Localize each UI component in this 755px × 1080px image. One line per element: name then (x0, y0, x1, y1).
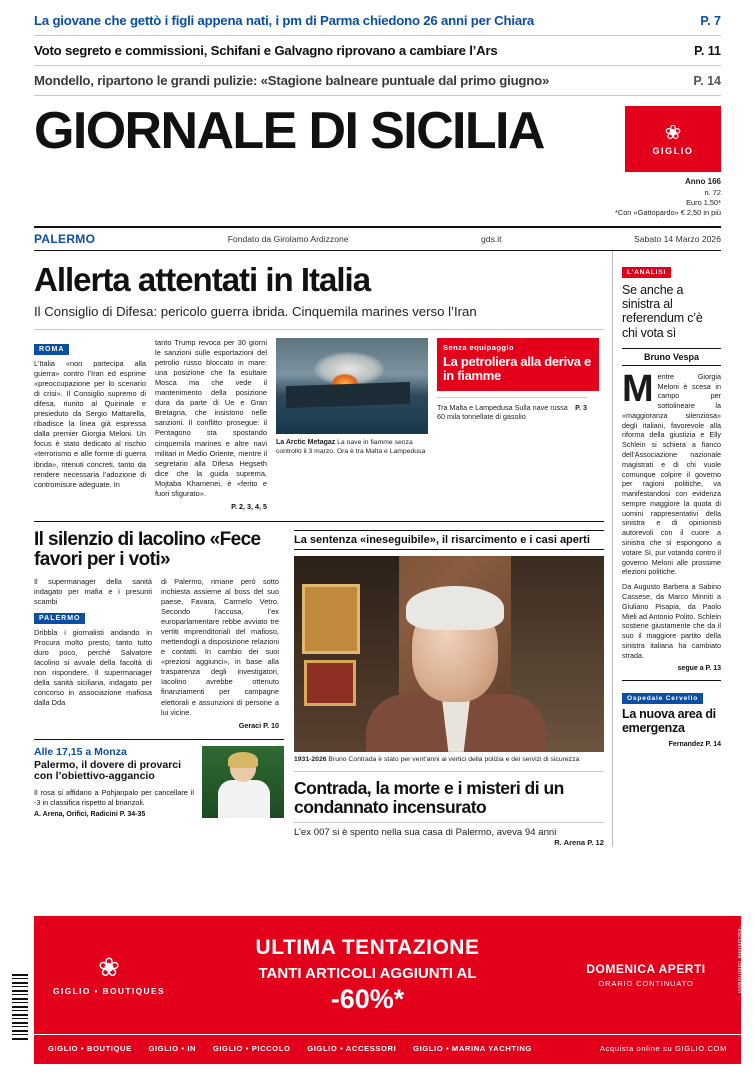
ad-right (551, 962, 741, 988)
rail-author: Bruno Vespa (622, 348, 721, 366)
lead-headline[interactable]: Allerta attentati in Italia (34, 260, 371, 298)
ad-line-2: TANTI ARTICOLI AGGIUNTI AL (258, 964, 477, 982)
contrada-years: 1931-2026 (294, 755, 327, 763)
sport-byline: A. Arena, Orifici, Radicini P. 34-35 (34, 810, 146, 818)
teaser-text: Mondello, ripartono le grandi pulizie: «Stagione balneare puntuale dal primo giugno» (34, 73, 550, 88)
rail-body (622, 367, 721, 661)
rail-headline[interactable]: Se anche a sinistra al referendum c’è chi vota sì (622, 282, 703, 340)
barcode (12, 974, 28, 1040)
content-grid (34, 251, 721, 847)
teaser-page: P. 11 (694, 44, 721, 58)
redbox-block (437, 338, 599, 511)
player-body-shape (218, 780, 270, 818)
sport-kicker: Alle 17,15 a Monza (34, 745, 127, 758)
photo-caption-title: La Arctic Metagaz (276, 438, 336, 446)
lead-page-refs: P. 2, 3, 4, 5 (231, 501, 267, 511)
photo-caption (276, 438, 428, 457)
redbox-sub-text: Tra Malta e Lampedusa Sulla nave russa 60 mila tonnellate di gasolio (437, 402, 568, 422)
section-divider (34, 521, 604, 522)
sport-body: Il rosa si affidano a Pohjanpalo per cancellare il -3 in classifica rispetto al brianzoli. (34, 788, 194, 807)
photo-picture-frame-2 (304, 660, 356, 706)
contrada-caption-text: Bruno Contrada è stato per vent’anni ai vertici della polizia e dei servizi di sicurezza (328, 755, 580, 763)
iacolino-article (34, 530, 284, 847)
giglio-flower-icon: ❀ (664, 121, 682, 144)
ad-shop-online[interactable]: Acquista online su GIGLIO.COM (599, 1043, 727, 1053)
hull-shape (286, 382, 410, 408)
bottom-advertisement[interactable] (34, 916, 741, 1064)
contrada-photo-caption (294, 752, 604, 772)
ad-brand: GIGLIO • ACCESSORI (307, 1043, 397, 1053)
lead-column-1 (34, 338, 146, 511)
founder-note: Fondato da Girolamo Ardizzone (227, 233, 349, 244)
ad-logo (34, 954, 184, 996)
iacolino-headline[interactable]: Il silenzio di Iacolino «Fece favori per i voti» (34, 528, 261, 570)
contrada-banner: La sentenza «ineseguibile», il risarcimento e i casi aperti (294, 530, 604, 550)
ad-center (184, 936, 551, 1015)
right-rail (612, 251, 721, 847)
masthead-right (615, 106, 721, 218)
ad-hours: ORARIO CONTINUATO (598, 979, 694, 988)
teaser-strip (0, 0, 755, 96)
section-two (34, 530, 604, 847)
rail-paragraph-2: Da Augusto Barbera a Sabino Cassese, da Marco Minniti a Giuliano Pisapia, da Paolo Mieli ad Antonio Polito. Schlein sostiene giustamente che da il suo il maggiore partito della sinistra italiana ha cambiato strada. (622, 582, 721, 660)
lead-body-2: tanto Trump revoca per 30 giorni le sanzioni sulle esportazioni del petrolio russo bloccato in mare: una posizione che fa esultare Mosca ma che vede il mantenimento della posizione dura da parte di Ue e Gran Bretagna, che insistono nelle sanzioni. Il conflitto prosegue: il Pentagono sta spostando cinquemila marines e altre navi militari in Medio Oriente, mentre il segretario alla Difesa Hegseth dice che la guida suprema, Mojtaba Khamenei, è «ferito e fuori sfigurato». (155, 337, 267, 498)
ad-discount: -60%* (330, 983, 405, 1014)
redbox-kicker: Senza equipaggio (443, 342, 514, 352)
giglio-flower-icon: ❀ (98, 952, 120, 982)
sponsor-label: GIGLIO (652, 145, 694, 156)
issue-price: Euro 1,50* (686, 197, 721, 207)
iacolino-col-2 (161, 577, 279, 730)
website-url[interactable]: gds.it (481, 233, 502, 244)
redbox-page: P. 3 (575, 402, 587, 412)
sport-headline[interactable]: Palermo, il dovere di provarci con l’obiettivo-aggancio (34, 758, 182, 783)
rail-kicker: L’ANALISI (622, 267, 671, 278)
ad-brand-strip (34, 1034, 741, 1061)
ad-brand-list (48, 1044, 546, 1053)
masthead (0, 96, 755, 218)
burning-tanker-photo (276, 338, 428, 434)
ad-content (34, 916, 741, 1034)
redbox-title: La petroliera alla deriva e in fiamme (443, 353, 591, 384)
rail-headline-2[interactable]: La nuova area di emergenza (622, 707, 716, 736)
ad-line-1: ULTIMA TENTAZIONE (255, 935, 480, 959)
issue-info (615, 177, 721, 218)
rail-byline-2: Fernandez P. 14 (668, 740, 721, 748)
iacolino-byline: Geraci P. 10 (238, 720, 279, 730)
lead-article (34, 338, 604, 511)
redbox-sub (437, 397, 587, 422)
teaser-item[interactable] (34, 66, 721, 96)
iacolino-body-2: di Palermo, rimane però sotto inchiesta assieme al boss del suo paese, Favara, Carmelo Vetro. Secondo l’accusa, l’ex europarlamentare rebbe avviato tre vertiti imprenditoriali del mafioso, mettendogli a disposizione relazioni e contatti. In cambio dei suoi «preziosi aggiunci», in base alla trasparenza degli investigatori, Iacolino avrebbe ottenuto finanziamenti per campagne elettorali e assunzioni di persone a lui vicine. (161, 576, 279, 717)
rail-dropcap: M (622, 367, 654, 410)
ad-logo-label: GIGLIO • BOUTIQUES (53, 986, 165, 996)
contrada-photo (294, 556, 604, 752)
contrada-deck: L’ex 007 si è spento nella sua casa di Palermo, aveva 94 anni (294, 826, 557, 838)
teaser-page: P. 14 (693, 74, 721, 88)
issue-date: Sabato 14 Marzo 2026 (634, 233, 721, 244)
iacolino-deck: Il supermanager della sanità indagato per mafia e i presunti scambi (34, 576, 152, 606)
subject-hair-shape (406, 586, 504, 630)
ad-brand: GIGLIO • MARINA YACHTING (413, 1043, 532, 1053)
ad-brand: GIGLIO • IN (148, 1043, 197, 1053)
iacolino-columns (34, 577, 284, 730)
contrada-article (294, 530, 604, 847)
ad-brand: GIGLIO • PICCOLO (212, 1043, 291, 1053)
contrada-byline: R. Arena P. 12 (554, 837, 604, 847)
issue-number: n. 72 (704, 187, 721, 197)
lead-body-1: L’Italia «non partecipa alla guerra» contro l’Iran ed esprime «preoccupazione per lo scenario di crisi». Il Consiglio supremo di difesa, riunito al Quirinale e presieduto da Sergio Mattarella, ribadisce la linea già espressa dalla premier Giorgia Meloni. Un focus è stato dedicato al rischio «terrorismo e alle forme di guerra ibrida», ritenuti concreti, tanto da rendere necessaria l’adozione di contromisure adeguate. In (34, 358, 146, 489)
issue-year: Anno 166 (684, 177, 721, 186)
iacolino-col-1 (34, 577, 152, 730)
ship-photo-block (276, 338, 428, 511)
footballer-photo (202, 746, 284, 818)
rail-paragraph-1: entre Giorgia Meloni è scesa in campo per sottolineare la «maggioranza silenziosa» degli italiani, favorevole alla riforma della giustizia e Elly Schlein si schiera a fianco dell’Associazione nazionale magistrati e di chi vuole comunque colpire il governo per ragioni politiche, va manifestandosi con evidenza sempre maggiore la quota di uomini rappresentativi della sinistra e di opinionisti autorevoli con il cuore a sinistra che si espongono a votare Sì, pur votando contro il governo Meloni alle prossime elezioni politiche. (622, 371, 721, 577)
photo-caption-text: La nave in fiamme senza controllo il 3 marzo. Ora è tra Malta e Lampedusa (276, 438, 426, 455)
iacolino-kicker: PALERMO (34, 613, 85, 624)
iacolino-body-1: Dribbla i giornalisti andando in Procura molto presto, tanto tutto duro poco, perché Salvatore Iacolino si avvale della facoltà di non rispondere. Il supermanager della sanità siciliana, indagato per concorso in associazione mafiosa dalla Dda (34, 627, 152, 708)
redbox[interactable] (437, 338, 599, 391)
lead-column-2 (155, 338, 267, 511)
teaser-item[interactable] (34, 6, 721, 36)
teaser-text: La giovane che gettò i figli appena nati, i pm di Parma chiedono 26 anni per Chiara (34, 13, 535, 28)
newspaper-title: GIORNALE DI SICILIA (34, 102, 544, 160)
rail-continuation: segue a P. 13 (677, 665, 721, 673)
teaser-text: Voto segreto e commissioni, Schifani e Galvagno riprovano a cambiare l’Ars (34, 43, 498, 58)
sport-article (34, 739, 284, 818)
photo-picture-frame (302, 584, 360, 654)
ad-brand: GIGLIO • BOUTIQUE (48, 1043, 132, 1053)
ad-open-sunday: DOMENICA APERTI (586, 962, 706, 976)
issue-price-note: *Con «Gattopardo» € 2,50 in più (614, 207, 721, 217)
rail-kicker-2: Ospedale Cervello (622, 693, 703, 704)
ad-disclaimer: *esclusione continuativi (736, 926, 742, 994)
teaser-item[interactable] (34, 36, 721, 66)
edition-city: PALERMO (34, 231, 96, 246)
player-hair-shape (228, 752, 258, 768)
teaser-page: P. 7 (700, 14, 721, 28)
sport-text (34, 746, 194, 818)
city-bar (34, 226, 721, 251)
sponsor-logo[interactable] (625, 106, 721, 172)
contrada-deck-wrap (294, 822, 604, 847)
rail-divider (622, 680, 721, 681)
main-column (34, 251, 604, 847)
lead-kicker: ROMA (34, 344, 69, 355)
lead-subhead: Il Consiglio di Difesa: pericolo guerra ibrida. Cinquemila marines verso l’Iran (34, 304, 604, 330)
contrada-headline[interactable]: Contrada, la morte e i misteri di un condannato incensurato (294, 777, 564, 817)
